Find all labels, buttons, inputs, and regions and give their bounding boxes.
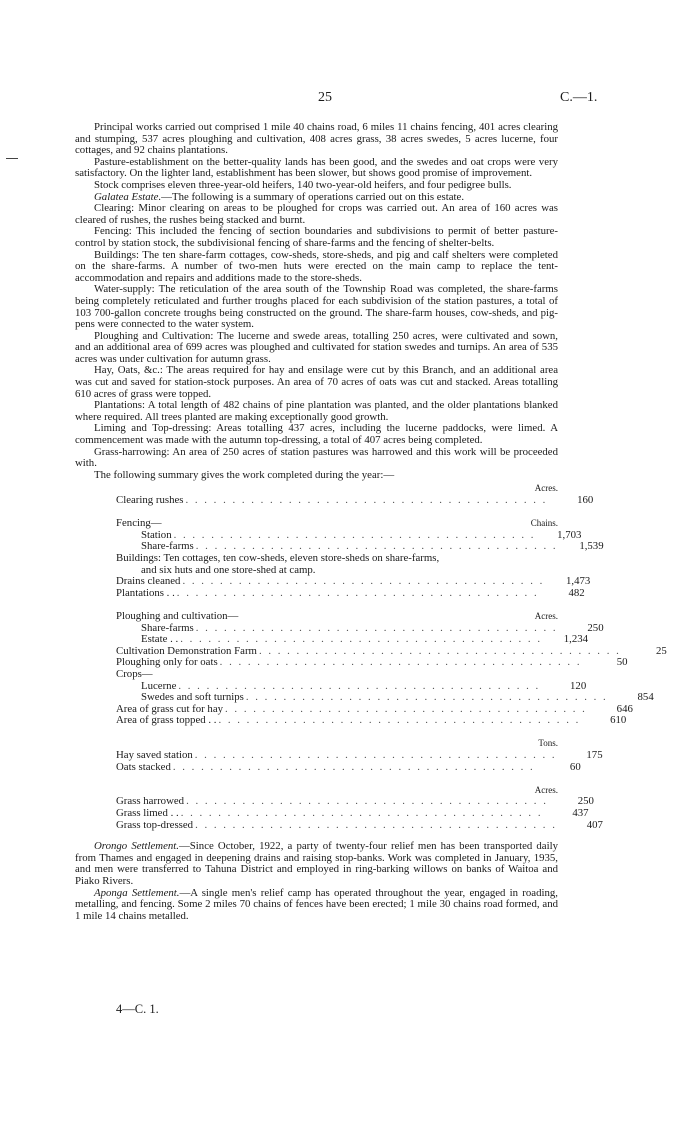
summary-row-swedes: Swedes and soft turnips . . . . . . . . . . . . . . . . . . . . . . . . . . . . . . . . . . . . . . . 854 — [141, 691, 654, 704]
summary-row-grass-topped: Area of grass topped . . . . . . . . . . . . . . . . . . . . . . . . . . . . . . . . . . . . . . . . . 610 — [116, 714, 627, 727]
summary-row-hay-saved: Hay saved station . . . . . . . . . . . . . . . . . . . . . . . . . . . . . . . . . . . . . . . 175 — [116, 749, 603, 762]
summary-row-grass-limed: Grass limed . . . . . . . . . . . . . . . . . . . . . . . . . . . . . . . . . . . . . . . . . 437 — [116, 807, 589, 820]
summary-ploughing-heading: Ploughing and cultivation— Acres. — [116, 609, 558, 622]
summary-row-grass-cut-hay: Area of grass cut for hay . . . . . . . . . . . . . . . . . . . . . . . . . . . . . . . . . . . . . . . 646 — [116, 702, 633, 715]
summary-row-grass-topdressed: Grass top-dressed . . . . . . . . . . . . . . . . . . . . . . . . . . . . . . . . . . . . . . . 407 — [116, 818, 603, 831]
summary-row-share-farms-fencing: Share-farms . . . . . . . . . . . . . . . . . . . . . . . . . . . . . . . . . . . . . . . 1,539 — [141, 540, 604, 553]
paragraph-principal-works: Principal works carried out comprised 1 mile 40 chains road, 6 miles 11 chains fencing, 401 acres clearing and stumping, 537 acres ploughing and cultivation, 408 acres grass, 38 acres swedes, 5 acres lucerne, four cottages, and 92 chains plantations. — [75, 121, 558, 157]
unit-acres: Acres. — [534, 483, 558, 494]
page-number: 25 — [318, 90, 332, 105]
summary-row-share-farms-ploughing: Share-farms . . . . . . . . . . . . . . . . . . . . . . . . . . . . . . . . . . . . . . . 250 — [141, 621, 604, 634]
aponga-heading: Aponga Settlement. — [94, 886, 180, 899]
paragraph-aponga — [75, 888, 558, 923]
paragraph-grass-harrowing: Grass-harrowing: An area of 250 acres of station pastures was harrowed and this work will be proceeded with. — [75, 445, 558, 470]
orongo-text: —Since October, 1922, a party of twenty-four relief men has been transported daily from Thames and engaged in deepening drains and raising stop-banks. Work was completed in January, 1935, and men were transferred to Tahuna District and employed in ring-barking willows on banks of Waitoa and Piako Rivers. — [75, 840, 558, 887]
paragraph-hay-oats: Hay, Oats, &c.: The areas required for hay and ensilage were cut by this Branch, and an additional area was cut and saved for station-stock purposes. An area of 70 acres of oats was cut and stacked. Areas totalling 610 acres of grass were topped. — [75, 364, 558, 400]
unit-tons: Tons. — [538, 738, 558, 749]
paragraph-summary-intro: The following summary gives the work completed during the year:— — [94, 468, 395, 481]
paragraph-pasture: Pasture-establishment on the better-quality lands has been good, and the swedes and oat crops were very satisfactory. On the lighter land, establishment has been slower, but shows good promise of improvement. — [75, 155, 558, 180]
paragraph-fencing: Fencing: This included the fencing of section boundaries and subdivisions to permit of better pasture-control by station stock, the subdivisional fencing of share-farms and the fencing of shelter-belts. — [75, 225, 558, 249]
summary-crops-heading: Crops— — [116, 667, 153, 680]
page-signature: 4—C. 1. — [116, 1002, 159, 1016]
document-reference: C.—1. — [560, 90, 598, 105]
galatea-text: —The following is a summary of operations carried out on this estate. — [161, 190, 465, 203]
galatea-heading: Galatea Estate. — [94, 190, 162, 203]
summary-table — [116, 483, 667, 831]
unit-acres-2: Acres. — [534, 784, 558, 795]
summary-row-station: Station . . . . . . . . . . . . . . . . . . . . . . . . . . . . . . . . . . . . . . . 1,703 — [141, 528, 582, 541]
summary-row-clearing: Clearing rushes . . . . . . . . . . . . . . . . . . . . . . . . . . . . . . . . . . . . . . . 160 — [116, 494, 594, 506]
unit-chains: Chains. — [530, 518, 558, 529]
paragraph-stock: Stock comprises eleven three-year-old heifers, 140 two-year-old heifers, and four pedigree bulls. — [94, 178, 512, 191]
document-body — [75, 121, 667, 922]
summary-fencing-heading: Fencing— Chains. — [116, 517, 558, 530]
page-header — [0, 90, 700, 106]
summary-row-plantations: Plantations . . . . . . . . . . . . . . . . . . . . . . . . . . . . . . . . . . . . . . . . . 482 — [116, 586, 585, 599]
summary-row-estate: Estate . . . . . . . . . . . . . . . . . . . . . . . . . . . . . . . . . . . . . . . . . 1,234 — [141, 633, 589, 646]
paragraph-buildings: Buildings: The ten share-farm cottages, cow-sheds, store-sheds, and pig and calf shelters were completed on the share-farms. A number of two-men huts were erected on the main camp to replace the tent-accommodation and repairs and additions made to the store-sheds. — [75, 248, 558, 284]
paragraph-ploughing: Ploughing and Cultivation: The lucerne and swede areas, totalling 250 acres, were cultivated and sown, and an additional area of 699 acres was ploughed and cultivated for station swedes and turnips. An area of 535 acres was under cultivation for autumn grass. — [75, 329, 558, 365]
summary-row-oats-stacked: Oats stacked . . . . . . . . . . . . . . . . . . . . . . . . . . . . . . . . . . . . . . . 60 — [116, 760, 581, 773]
summary-row-cultivation-demo: Cultivation Demonstration Farm . . . . . . . . . . . . . . . . . . . . . . . . . . . . . . . . . . . . . . . 25 — [116, 644, 667, 657]
orongo-heading: Orongo Settlement. — [94, 840, 179, 853]
paragraph-clearing: Clearing: Minor clearing on areas to be ploughed for crops was carried out. An area of 160 acres was cleared of rushes, the rushes being stacked and burnt. — [75, 202, 558, 226]
summary-row-lucerne: Lucerne . . . . . . . . . . . . . . . . . . . . . . . . . . . . . . . . . . . . . . . 120 — [141, 679, 587, 692]
margin-mark — [6, 158, 18, 159]
paragraph-liming: Liming and Top-dressing: Areas totalling 437 acres, including the lucerne paddocks, were limed. A commencement was made with the autumn top-dressing, a total of 407 acres being completed. — [75, 422, 558, 447]
paragraph-orongo — [75, 841, 558, 887]
paragraph-plantations: Plantations: A total length of 482 chains of pine plantation was planted, and the older plantations blanked where required. All trees planted are making exceptionally good growth. — [75, 399, 558, 423]
aponga-text: —A single men's relief camp has operated throughout the year, engaged in roading, metalling, and fencing. Some 2 miles 70 chains of fences have been erected; 1 mile 30 chains road formed, and 1 mile 14 chains metalled. — [75, 886, 558, 922]
summary-row-buildings: Buildings: Ten cottages, ten cow-sheds, eleven store-sheds on share-farms, and six huts and one store-shed at camp. — [116, 551, 440, 576]
summary-row-ploughing-oats: Ploughing only for oats . . . . . . . . . . . . . . . . . . . . . . . . . . . . . . . . . . . . . . . 50 — [116, 656, 628, 669]
paragraph-water-supply: Water-supply: The reticulation of the area south of the Township Road was completed, the share-farms being completely reticulated and further troughs placed for each subdivision of the station pastures, a total of 103 700-gallon concrete troughs being constructed on the ground. The share-farm houses, cow-sheds, and pig-pens were connected to the water system. — [75, 283, 558, 331]
summary-row-grass-harrowed: Grass harrowed . . . . . . . . . . . . . . . . . . . . . . . . . . . . . . . . . . . . . . . 250 — [116, 795, 594, 808]
summary-row-drains: Drains cleaned . . . . . . . . . . . . . . . . . . . . . . . . . . . . . . . . . . . . . . . 1,473 — [116, 575, 591, 588]
